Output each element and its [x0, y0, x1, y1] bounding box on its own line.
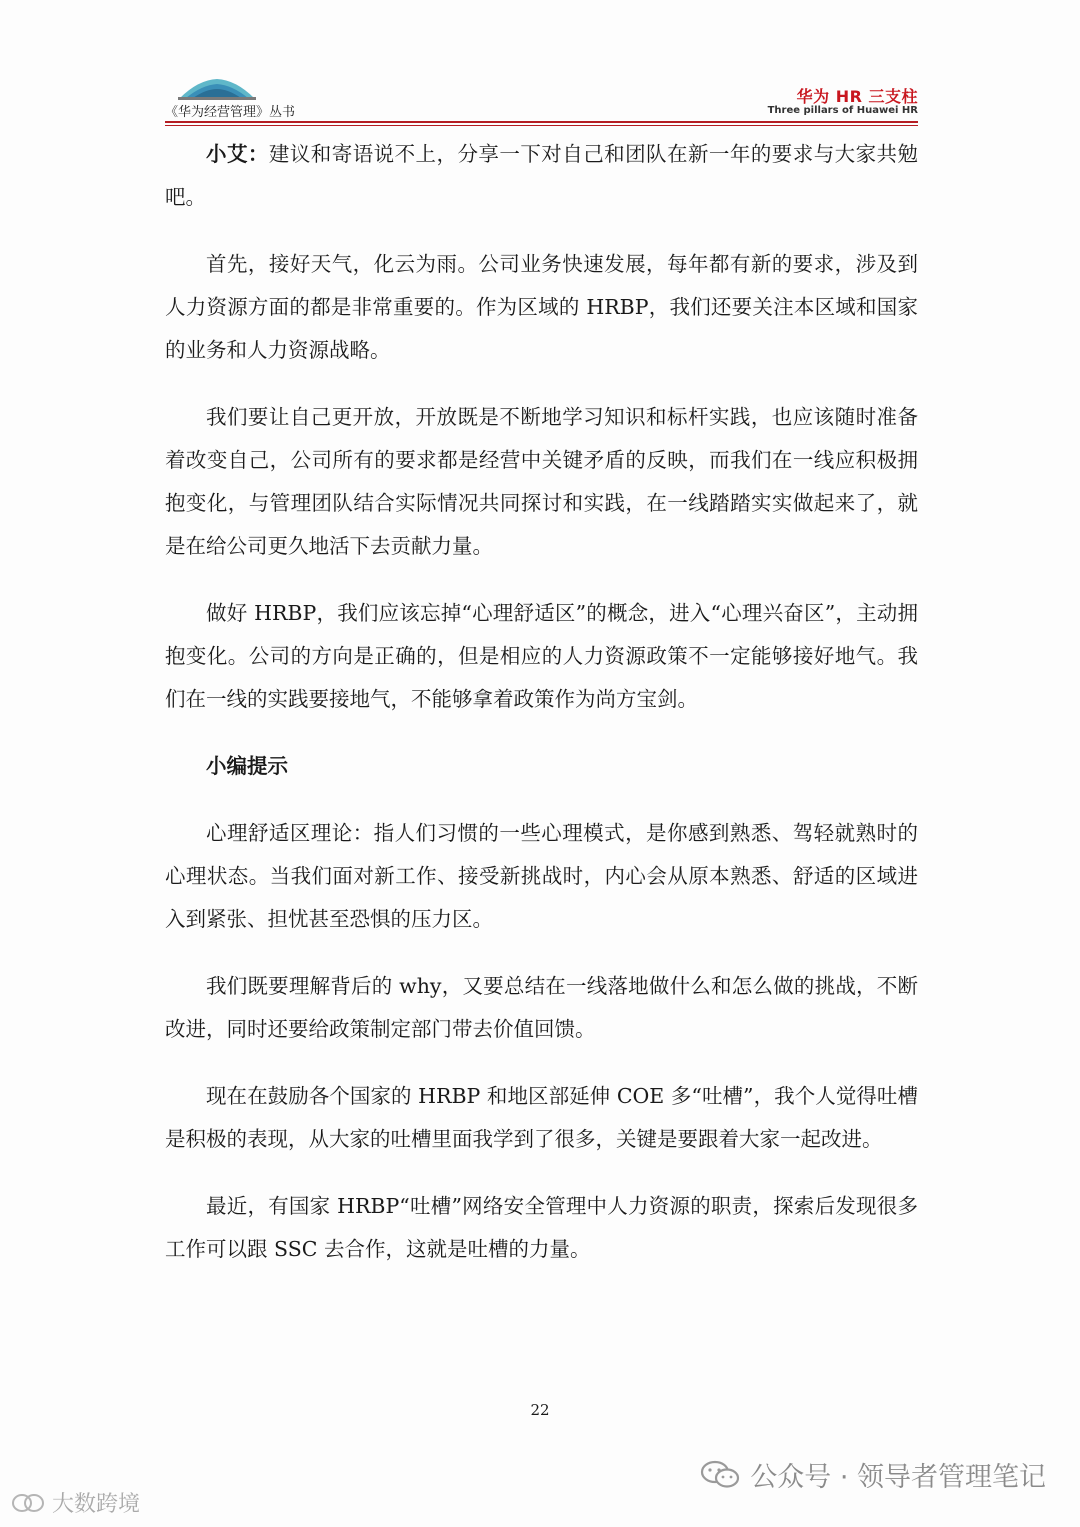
watermark-right [700, 1455, 1046, 1494]
paragraph-8: 最近，有国家 HRBP“吐槽”网络安全管理中人力资源的职责，探索后发现很多工作可以跟 SSC 去合作，这就是吐槽的力量。 [165, 1194, 918, 1261]
paragraph-3: 我们要让自己更开放，开放既是不断地学习知识和标杆实践，也应该随时准备着改变自己，公司所有的要求都是经营中关键矛盾的反映，而我们在一线应积极拥抱变化，与管理团队结合实际情况共同探讨和实践，在一线踏踏实实做起来了，就是在给公司更久地活下去贡献力量。 [165, 405, 918, 558]
paragraph-5: 心理舒适区理论：指人们习惯的一些心理模式，是你感到熟悉、驾轻就熟时的心理状态。当我们面对新工作、接受新挑战时，内心会从原本熟悉、舒适的区域进入到紧张、担忧甚至恐惧的压力区。 [165, 821, 918, 931]
page-header [0, 0, 1080, 130]
page-number: 22 [530, 1401, 550, 1419]
brand-title: 华为 HR 三支柱 [796, 87, 918, 106]
book-series-name: 《华为经营管理》丛书 [165, 105, 296, 120]
paragraph-1 [165, 133, 918, 219]
page-body [165, 133, 918, 1295]
paragraph-1-text: 建议和寄语说不上，分享一下对自己和团队在新一年的要求与大家共勉吧。 [165, 142, 919, 209]
mountain-logo-icon [178, 76, 256, 100]
watermark-right-text: 公众号 · 领导者管理笔记 [750, 1462, 1046, 1493]
watermark-left [10, 1487, 140, 1518]
brand-subtitle: Three pillars of Huawei HR [767, 105, 918, 116]
speaker-label: 小艾： [206, 142, 269, 166]
paragraph-7: 现在在鼓励各个国家的 HRBP 和地区部延伸 COE 多“吐槽”，我个人觉得吐槽是积极的表现，从大家的吐槽里面我学到了很多，关键是要跟着大家一起改进。 [165, 1084, 918, 1151]
header-rule-thin [165, 125, 918, 126]
editor-note-heading: 小编提示 [206, 754, 288, 778]
wechat-icon [700, 1460, 740, 1490]
paragraph-4: 做好 HRBP，我们应该忘掉“心理舒适区”的概念，进入“心理兴奋区”，主动拥抱变化。公司的方向是正确的，但是相应的人力资源政策不一定能够接好地气。我们在一线的实践要接地气，不能够拿着政策作为尚方宝剑。 [165, 601, 918, 711]
ring-logo-icon [10, 1492, 46, 1514]
paragraph-6: 我们既要理解背后的 why，又要总结在一线落地做什么和怎么做的挑战，不断改进，同时还要给政策制定部门带去价值回馈。 [165, 974, 918, 1041]
paragraph-2: 首先，接好天气，化云为雨。公司业务快速发展，每年都有新的要求，涉及到人力资源方面的都是非常重要的。作为区域的 HRBP，我们还要关注本区域和国家的业务和人力资源战略。 [165, 252, 918, 362]
header-rule [165, 121, 918, 123]
watermark-left-text: 大数跨境 [52, 1492, 141, 1517]
